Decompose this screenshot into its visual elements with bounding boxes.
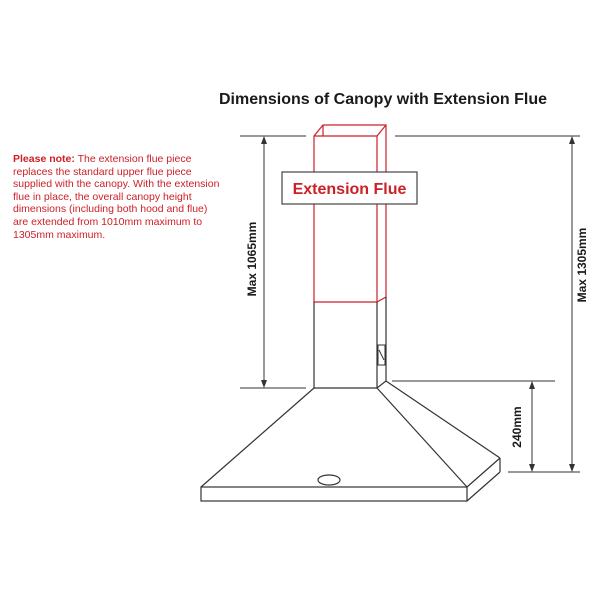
dim-240-label: 240mm	[510, 406, 524, 448]
note-label: Please note:	[13, 153, 75, 165]
note-text: The extension flue piece replaces the standard upper flue piece supplied with the canopy. With the extension flue in place, the overall canopy height dimensions (including both hood and flue) are extended from 1010mm maximum to 1305mm maximum.	[13, 153, 220, 241]
extension-flue-outline	[314, 125, 386, 302]
control-panel-icon	[378, 345, 385, 365]
max-1065-label: Max 1065mm	[245, 221, 259, 297]
dimension-240	[392, 381, 555, 468]
lower-flue	[314, 297, 386, 388]
max-1305-label: Max 1305mm	[575, 227, 589, 303]
hood-canopy	[201, 381, 500, 501]
light-icon	[318, 475, 340, 485]
extension-flue-label-box	[282, 172, 417, 204]
extension-flue-label: Extension Flue	[292, 181, 407, 198]
diagram-title: Dimensions of Canopy with Extension Flue	[219, 91, 548, 108]
dimension-max-1305	[395, 136, 580, 472]
